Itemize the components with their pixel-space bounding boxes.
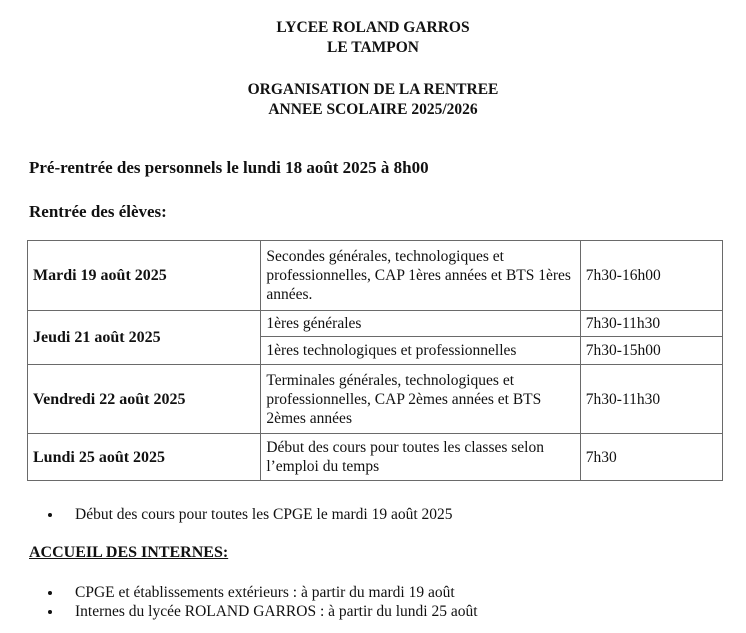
list-item [48, 583, 478, 602]
table-row [28, 434, 723, 481]
accueil-internes-list [48, 583, 478, 621]
classes-cell: Secondes générales, technologiques et professionnelles, CAP 1ères années et BTS 1ères années. [261, 241, 580, 311]
classes-cell: 1ères générales [261, 311, 580, 337]
table-row [28, 365, 723, 434]
document-title: ORGANISATION DE LA RENTREE [247, 81, 499, 98]
bullet-icon [48, 610, 52, 614]
cpge-note-list [48, 505, 453, 524]
list-item [48, 602, 478, 621]
time-cell: 7h30 [580, 434, 722, 481]
time-cell: 7h30-11h30 [580, 365, 722, 434]
pre-rentree-heading: Pré-rentrée des personnels le lundi 18 août 2025 à 8h00 [29, 158, 429, 177]
time-cell: 7h30-11h30 [580, 311, 722, 337]
day-cell: Lundi 25 août 2025 [28, 434, 261, 481]
classes-cell: 1ères technologiques et professionnelles [261, 337, 580, 365]
classes-cell: Début des cours pour toutes les classes selon l’emploi du temps [261, 434, 580, 481]
time-cell: 7h30-15h00 [580, 337, 722, 365]
time-cell: 7h30-16h00 [580, 241, 722, 311]
rentree-schedule-table [27, 240, 723, 481]
list-item-text: CPGE et établissements extérieurs : à partir du mardi 19 août [75, 584, 455, 601]
list-item-text: Début des cours pour toutes les CPGE le mardi 19 août 2025 [75, 506, 453, 523]
day-cell: Vendredi 22 août 2025 [28, 365, 261, 434]
school-city: LE TAMPON [326, 39, 419, 56]
accueil-internes-heading: ACCUEIL DES INTERNES: [29, 544, 229, 561]
day-cell: Mardi 19 août 2025 [28, 241, 261, 311]
bullet-icon [48, 513, 52, 517]
rentree-eleves-heading: Rentrée des élèves: [29, 202, 167, 221]
bullet-icon [48, 591, 52, 595]
table-row [28, 311, 723, 337]
list-item [48, 505, 453, 524]
school-year: ANNEE SCOLAIRE 2025/2026 [268, 101, 478, 118]
list-item-text: Internes du lycée ROLAND GARROS : à partir du lundi 25 août [75, 603, 478, 620]
table-row [28, 241, 723, 311]
school-name: LYCEE ROLAND GARROS [276, 19, 470, 36]
day-cell: Jeudi 21 août 2025 [28, 311, 261, 365]
classes-cell: Terminales générales, technologiques et professionnelles, CAP 2èmes années et BTS 2èmes années [261, 365, 580, 434]
